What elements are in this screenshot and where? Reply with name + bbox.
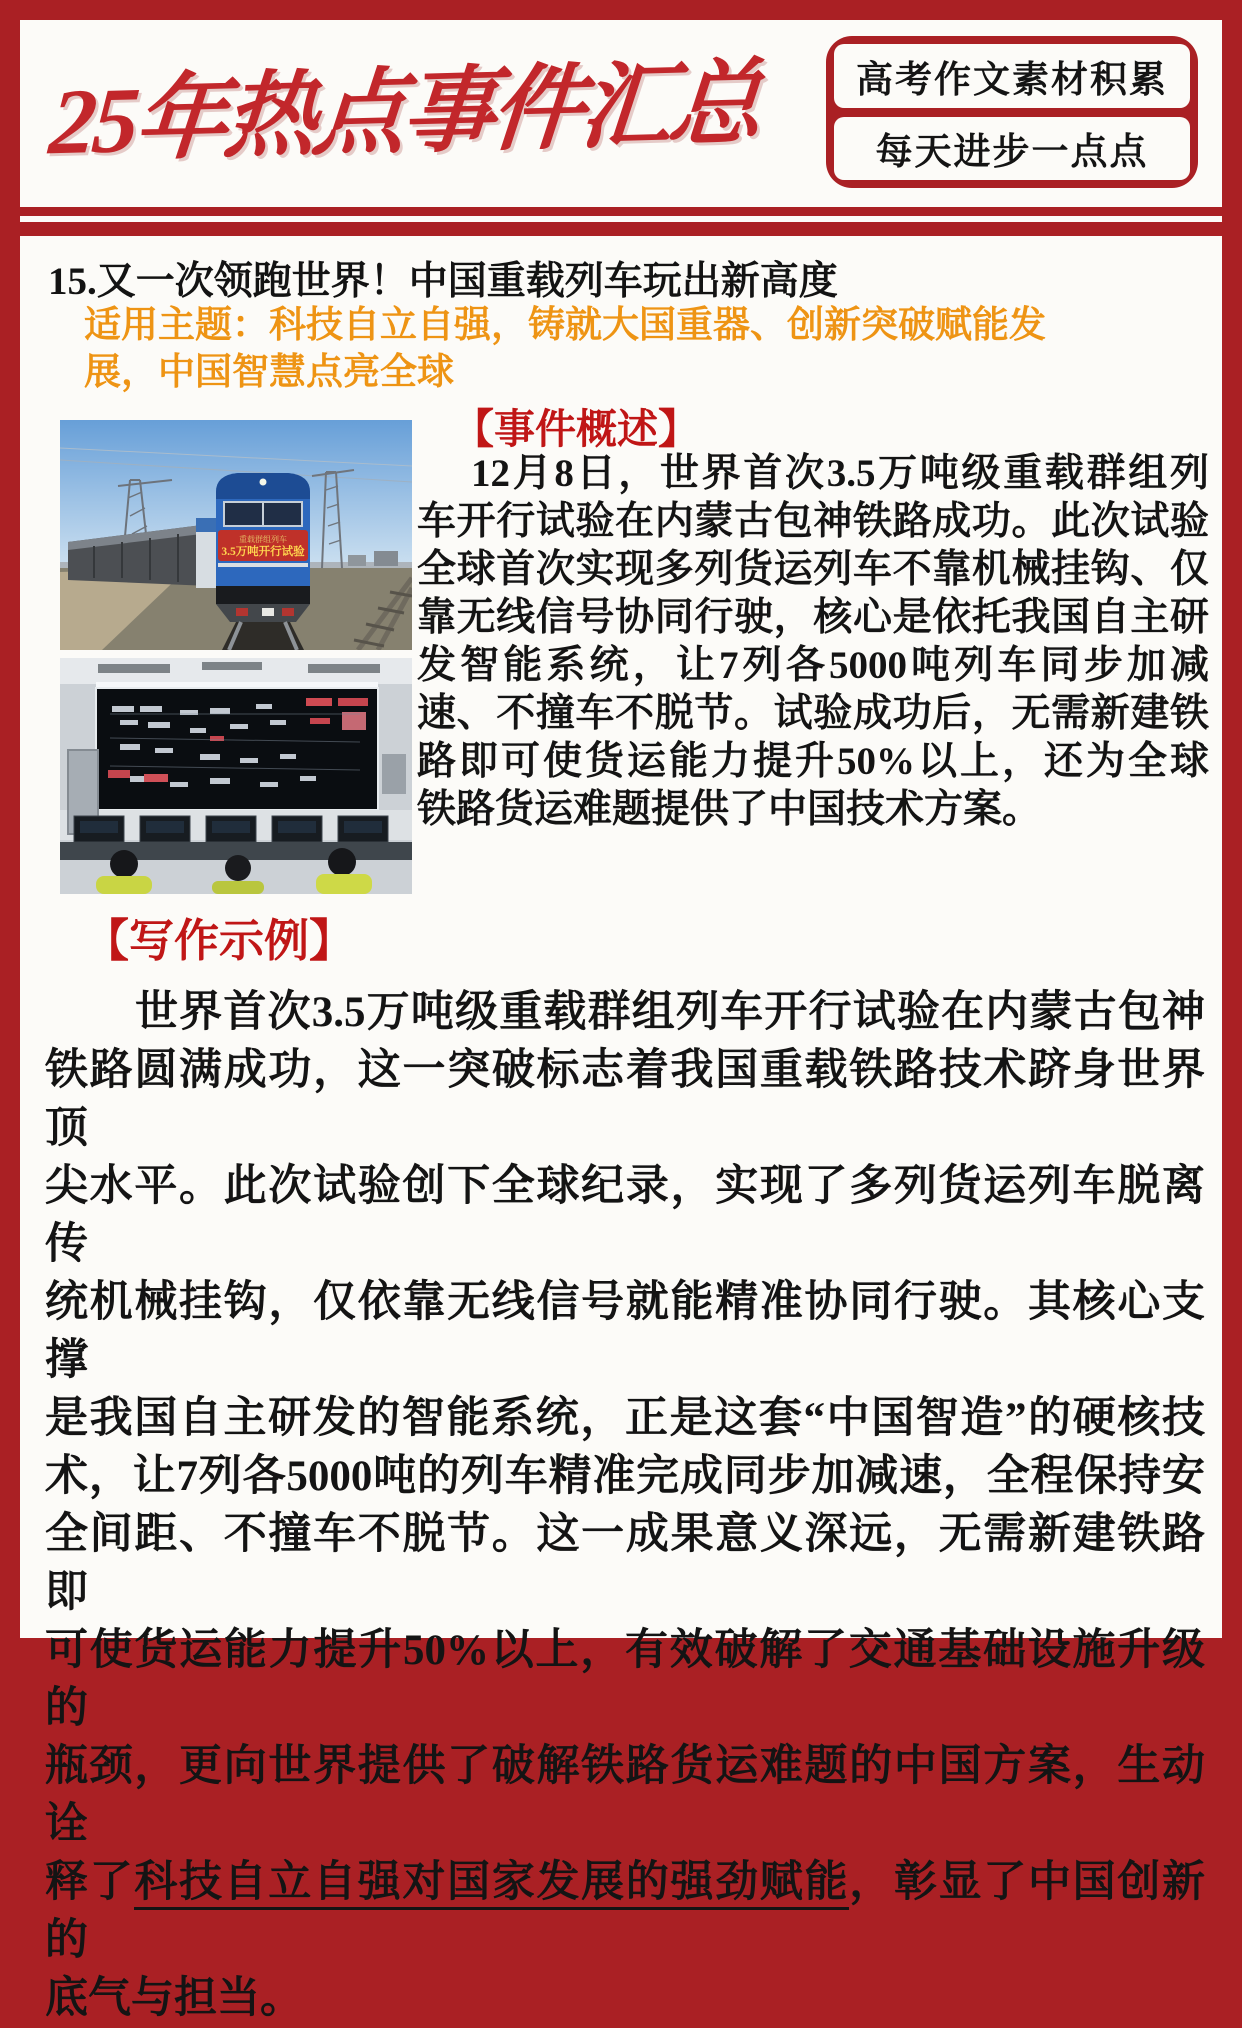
writing-example-heading: 【写作示例】 xyxy=(84,916,355,966)
event-summary-heading: 【事件概述】 xyxy=(453,406,699,452)
event-line: 12月8日，世界首次3.5万吨级重载群组列 xyxy=(471,452,1209,495)
control-room-graphic xyxy=(60,658,412,894)
writing-line: 全间距、不撞车不脱节。这一成果意义深远，无需新建铁路即 xyxy=(45,1511,1205,1616)
writing-example-paragraph xyxy=(45,984,1205,2028)
header-badge xyxy=(826,36,1198,188)
event-line: 全球首次实现多列货运列车不靠机械挂钩、仅 xyxy=(417,548,1209,591)
badge-line-1: 高考作文素材积累 xyxy=(834,44,1190,108)
divider-gap-strip xyxy=(20,216,1222,222)
train-photo-graphic xyxy=(60,420,412,650)
writing-line: 是我国自主研发的智能系统，正是这套“中国智造”的硬核技 xyxy=(45,1395,1205,1442)
writing-line: 可使货运能力提升50%以上，有效破解了交通基础设施升级的 xyxy=(45,1627,1205,1732)
console-monitors xyxy=(74,816,388,842)
writing-line: 铁路圆满成功，这一突破标志着我国重载铁路技术跻身世界顶 xyxy=(45,1047,1205,1152)
badge-line-2: 每天进步一点点 xyxy=(834,117,1190,181)
writing-line: 术，让7列各5000吨的列车精准完成同步加减速，全程保持安 xyxy=(45,1453,1205,1500)
content-panel xyxy=(20,236,1222,2022)
event-line: 路即可使货运能力提升50%以上，还为全球 xyxy=(417,740,1209,783)
event-summary-paragraph xyxy=(417,450,1209,834)
event-line: 铁路货运难题提供了中国技术方案。 xyxy=(417,788,1042,831)
writing-line10-prefix: 释了 xyxy=(45,1859,135,1906)
writing-line: 统机械挂钩，仅依靠无线信号就能精准协同行驶。其核心支撑 xyxy=(45,1279,1205,1384)
writing-line: 瓶颈，更向世界提供了破解铁路货运难题的中国方案，生动诠 xyxy=(45,1743,1205,1848)
writing-line10-suffix: ，彰显了中国创新的 xyxy=(45,1859,1206,1964)
control-room-photo xyxy=(60,658,412,894)
event-line: 速、不撞车不脱节。试验成功后，无需新建铁 xyxy=(417,692,1209,735)
event-line: 车开行试验在内蒙古包神铁路成功。此次试验 xyxy=(417,500,1209,543)
page-title: 25年热点事件汇总 xyxy=(46,52,762,175)
event-line: 发智能系统，让7列各5000吨列车同步加减 xyxy=(417,644,1209,687)
writing-line: 底气与担当。 xyxy=(45,1975,303,2022)
theme-lines xyxy=(84,302,1046,396)
article-title: 15.又一次领跑世界！中国重载列车玩出新高度 xyxy=(48,260,838,303)
theme-line-2: 展，中国智慧点亮全球 xyxy=(84,352,454,393)
writing-line10-underline: 科技自立自强对国家发展的强劲赋能 xyxy=(134,1859,849,1910)
theme-line-1: 适用主题：科技自立自强，铸就大国重器、创新突破赋能发 xyxy=(84,305,1046,346)
event-line: 靠无线信号协同行驶，核心是依托我国自主研 xyxy=(417,596,1209,639)
writing-line-underlined xyxy=(45,1854,1205,1970)
locomotive xyxy=(216,473,310,622)
train-banner-main-text: 3.5万吨开行试验 xyxy=(221,546,305,558)
writing-line: 世界首次3.5万吨级重载群组列车开行试验在内蒙古包神 xyxy=(135,989,1205,1036)
train-banner-small-text: 重载群组列车 xyxy=(239,535,287,544)
train-photo xyxy=(60,420,412,650)
header-panel xyxy=(20,20,1222,207)
writing-line: 尖水平。此次试验创下全球纪录，实现了多列货运列车脱离传 xyxy=(45,1163,1205,1268)
